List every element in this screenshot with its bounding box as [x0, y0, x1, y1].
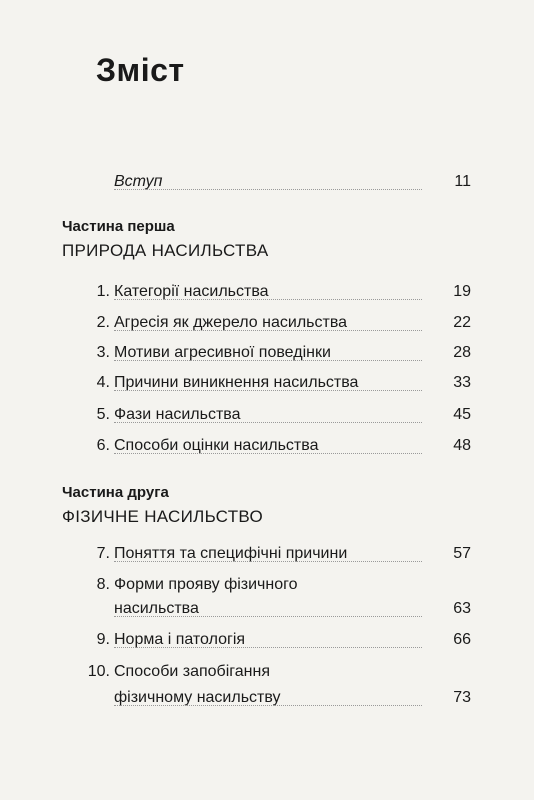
dotted-leader [114, 330, 422, 331]
toc-page-number: 48 [453, 437, 471, 454]
toc-entry-title: Способи запобігання [114, 663, 270, 680]
toc-entry-number: 2. [96, 314, 110, 331]
part-title: ФІЗИЧНЕ НАСИЛЬСТВО [62, 507, 263, 526]
toc-entry-title: Вступ [114, 173, 163, 190]
toc-page-number: 22 [453, 314, 471, 331]
toc-entry-title: Форми прояву фізичного [114, 576, 298, 593]
toc-entry-title: Мотиви агресивної поведінки [114, 344, 331, 361]
toc-page-number: 28 [453, 344, 471, 361]
dotted-leader [114, 360, 422, 361]
dotted-leader [114, 561, 422, 562]
toc-entry-number: 6. [96, 437, 110, 454]
toc-page-number: 57 [453, 545, 471, 562]
dotted-leader [114, 390, 422, 391]
part-title: ПРИРОДА НАСИЛЬСТВА [62, 241, 269, 260]
toc-entry-number: 10. [87, 663, 110, 680]
toc-entry-title: Способи оцінки насильства [114, 437, 319, 454]
toc-page-number: 73 [453, 689, 471, 706]
dotted-leader [114, 453, 422, 454]
toc-page-number: 66 [453, 631, 471, 648]
toc-page-number: 63 [453, 600, 471, 617]
toc-entry-title-continued: фізичному насильству [114, 689, 281, 706]
dotted-leader [114, 422, 422, 423]
dotted-leader [114, 647, 422, 648]
toc-page-number: 11 [454, 173, 471, 190]
toc-entry-number: 9. [96, 631, 110, 648]
dotted-leader [114, 189, 422, 190]
toc-entry-number: 3. [96, 344, 110, 361]
toc-entry-title: Норма і патологія [114, 631, 246, 648]
toc-entry-title: Причини виникнення насильства [114, 374, 359, 391]
toc-entry-title-continued: насильства [114, 600, 199, 617]
toc-entry-number: 4. [96, 374, 110, 391]
toc-entry-number: 8. [96, 576, 110, 593]
part-label: Частина перша [62, 218, 175, 235]
toc-entry-number: 1. [96, 283, 110, 300]
part-label: Частина друга [62, 484, 169, 501]
toc-entry-title: Поняття та специфічні причини [114, 545, 348, 562]
toc-entry-number: 5. [96, 406, 110, 423]
toc-entry-title: Фази насильства [114, 406, 241, 423]
dotted-leader [114, 616, 422, 617]
toc-entry-number: 7. [96, 545, 110, 562]
toc-page-number: 19 [453, 283, 471, 300]
toc-page-number: 33 [453, 374, 471, 391]
page-title: Зміст [96, 52, 185, 88]
toc-entry-title: Агресія як джерело насильства [114, 314, 348, 331]
toc-entry-title: Категорії насильства [114, 283, 269, 300]
dotted-leader [114, 705, 422, 706]
toc-page-number: 45 [453, 406, 471, 423]
dotted-leader [114, 299, 422, 300]
